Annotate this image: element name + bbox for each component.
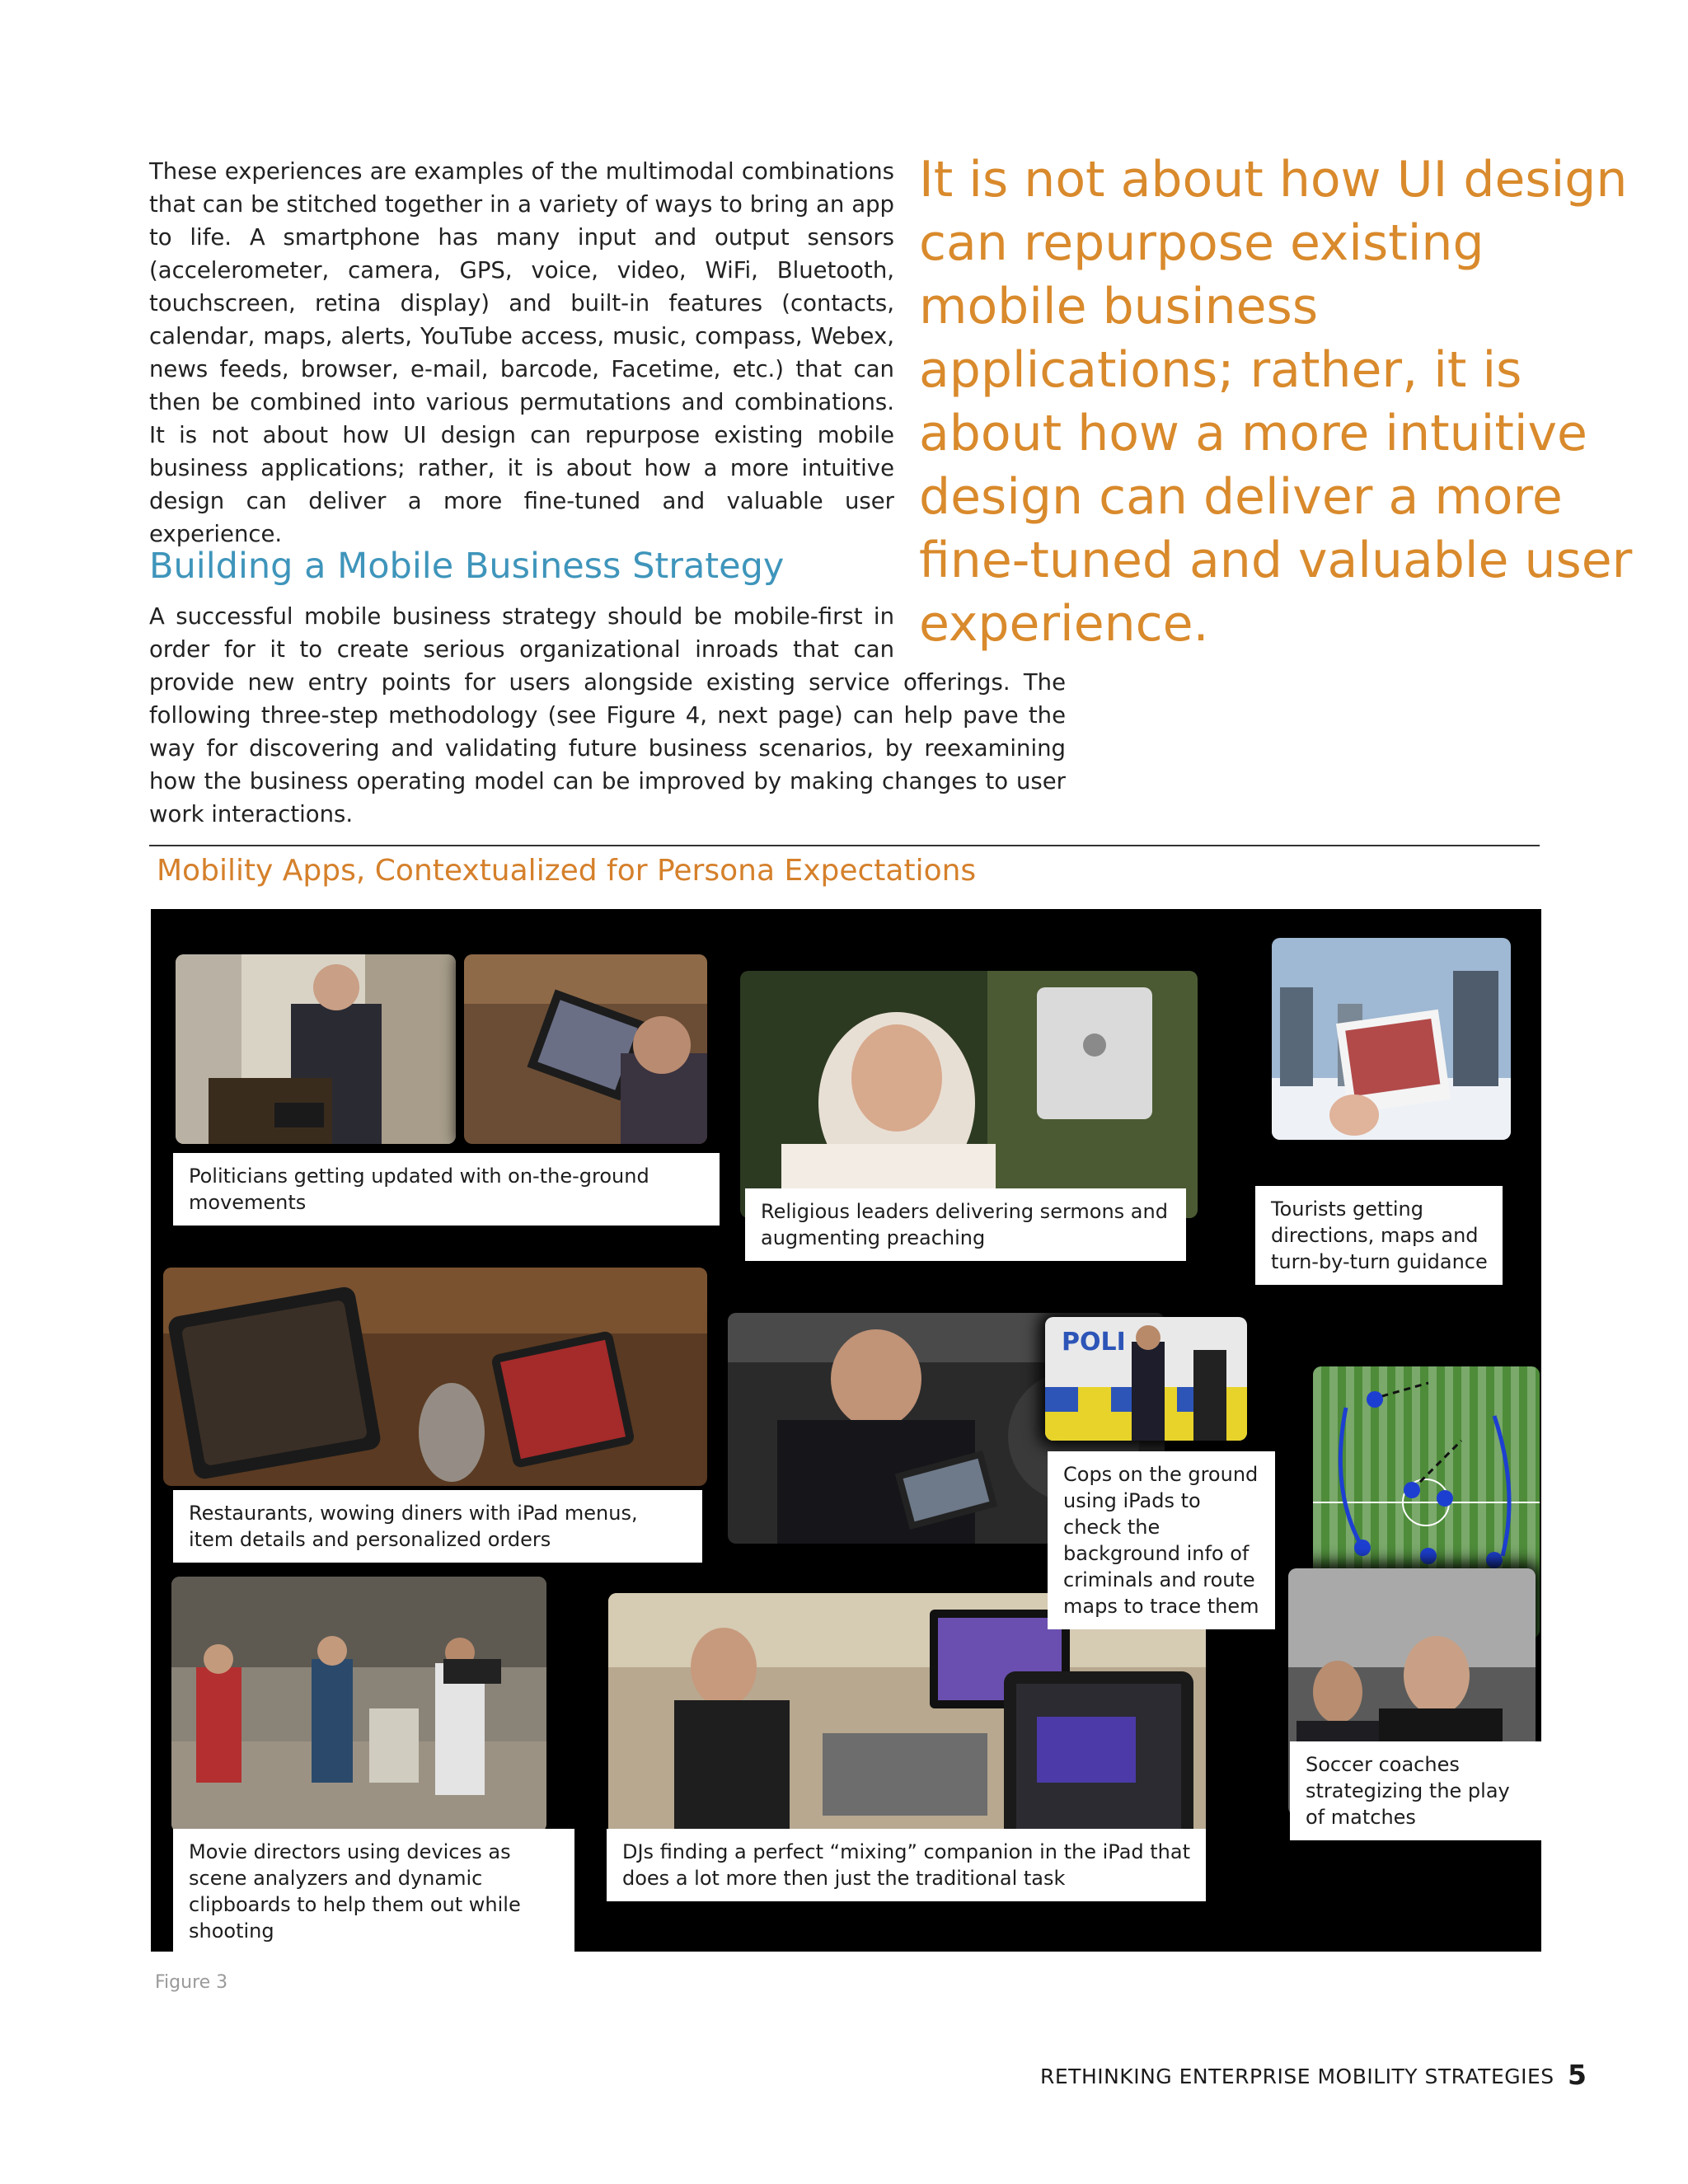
pull-quote: It is not about how UI design can repurpose existing mobile business applications; rather, it is about how a more intuitive design can deliver a more fine-tuned and valuable user experience. — [919, 151, 1633, 653]
caption-politicians: Politicians getting updated with on-the-ground movements — [173, 1153, 720, 1226]
figure-collage — [151, 909, 1541, 1952]
politician-photo — [176, 954, 456, 1144]
tourist-photo — [1272, 938, 1511, 1140]
ipad-hands-photo — [464, 954, 707, 1144]
figure-divider — [149, 845, 1540, 846]
caption-movie: Movie directors using devices as scene analyzers and dynamic clipboards to help them out while shooting — [173, 1829, 574, 1952]
police-sign: POLI — [1062, 1328, 1126, 1357]
dj-photo — [608, 1593, 1206, 1849]
restaurant-photo — [163, 1268, 707, 1486]
page-number: 5 — [1568, 2059, 1587, 2091]
religious-photo — [740, 971, 1198, 1218]
figure-title: Mobility Apps, Contextualized for Persona Expectations — [157, 854, 977, 888]
section-heading: Building a Mobile Business Strategy — [149, 546, 785, 587]
police-photo — [1045, 1317, 1247, 1441]
strategy-paragraph: A successful mobile business strategy should be mobile-first in order for it to create serious organizational inroads that can provide new entry points for users alongside existing service offerings. The following three-step methodology (see Figure 4, next page) can help pave the way for discovering and validating future business scenarios, by reexamining how the business operating model can be improved by making changes to user work interactions. — [149, 603, 1066, 827]
figure-label: Figure 3 — [155, 1972, 228, 1993]
caption-soccer: Soccer coaches strategizing the play of matches — [1290, 1741, 1541, 1840]
footer-title: RETHINKING ENTERPRISE MOBILITY STRATEGIES — [1040, 2064, 1554, 2088]
movie-set-photo — [171, 1577, 546, 1832]
caption-restaurants: Restaurants, wowing diners with iPad menus, item details and personalized orders — [173, 1490, 702, 1563]
caption-djs: DJs finding a perfect “mixing” companion in the iPad that does a lot more then just the traditional task — [607, 1829, 1206, 1901]
intro-paragraph: These experiences are examples of the multimodal combinations that can be stitched together in a variety of ways to bring an app to life. A smartphone has many input and output sensors (accelerometer, camera, GPS, voice, video, WiFi, Bluetooth, touchscreen, retina display) and built-in features (contacts, calendar, maps, alerts, YouTube access, music, compass, Webex, news feeds, browser, e-mail, barcode, Facetime, etc.) that can then be combined into various permutations and combinations. It is not about how UI design can repurpose existing mobile business applications; rather, it is about how a more intuitive design can deliver a more fine-tuned and valuable user experience. — [149, 158, 894, 547]
caption-religious: Religious leaders delivering sermons and augmenting preaching — [745, 1188, 1186, 1261]
caption-cops: Cops on the ground using iPads to check the background info of criminals and route maps to trace them — [1048, 1451, 1275, 1629]
caption-tourists: Tourists getting directions, maps and turn-by-turn guidance — [1255, 1186, 1503, 1285]
